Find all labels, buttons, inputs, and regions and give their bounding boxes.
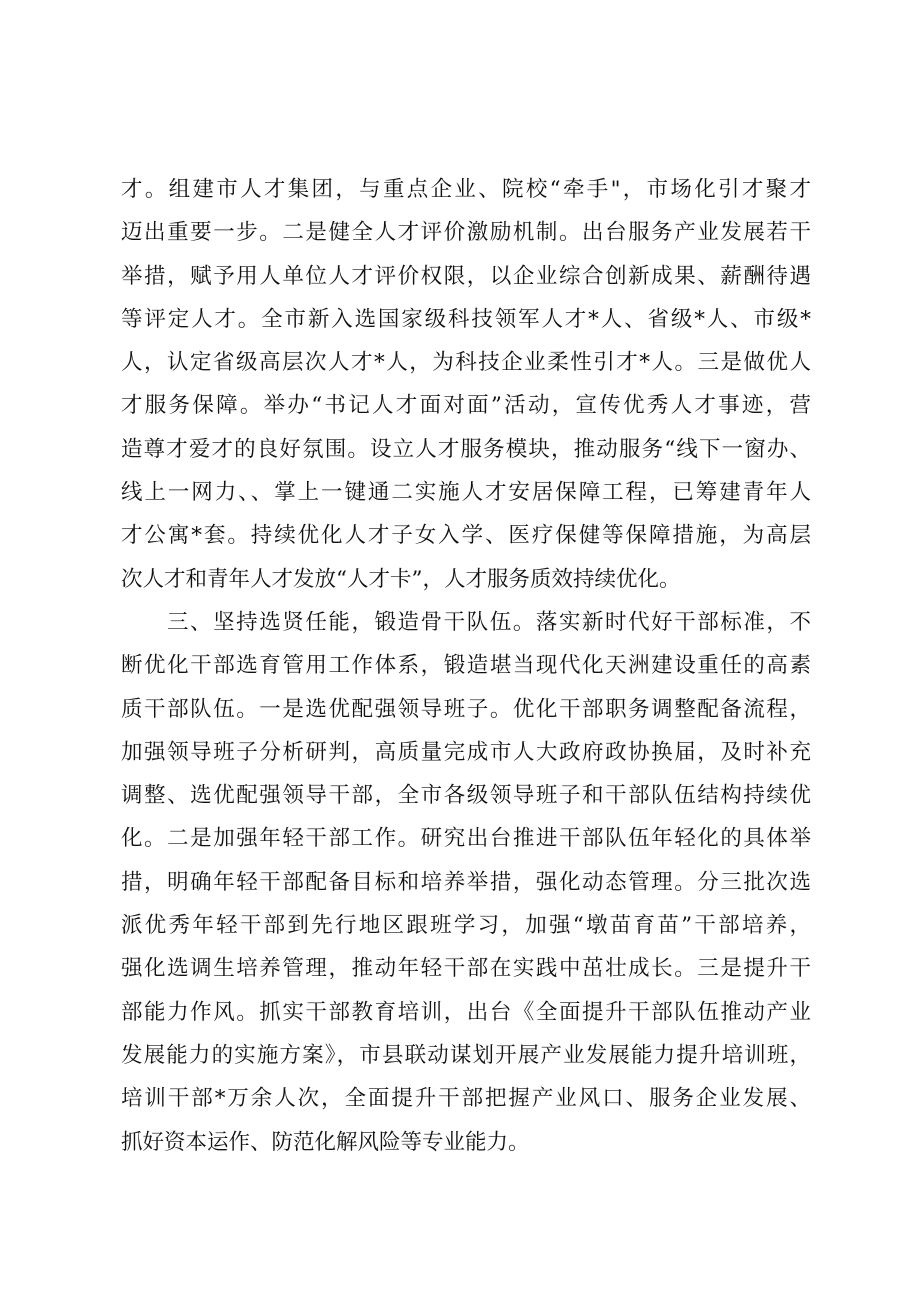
text-line: 加强领导班子分析研判，高质量完成市人大政府政协换届，及时补充 xyxy=(121,739,811,765)
text-line: 线上一网力、、掌上一键通二实施人才安居保障工程，已筹建青年人 xyxy=(121,480,811,506)
text-line: 断优化干部选育管用工作体系，锻造堪当现代化天洲建设重任的高素 xyxy=(121,653,811,679)
text-line: 等评定人才。全市新入选国家级科技领军人才*人、省级*人、市级* xyxy=(121,306,811,332)
text-line: 培训干部*万余人次，全面提升干部把握产业风口、服务企业发展、 xyxy=(121,1086,811,1112)
text-line: 人，认定省级高层次人才*人，为科技企业柔性引才*人。三是做优人 xyxy=(121,350,811,376)
text-line: 迈出重要一步。二是健全人才评价激励机制。出台服务产业发展若干 xyxy=(121,220,811,246)
section-heading-line: 三、坚持选贤任能，锻造骨干队伍。落实新时代好干部标准，不 xyxy=(167,609,811,635)
text-line: 造尊才爱才的良好氛围。设立人才服务模块，推动服务“线下一窗办、 xyxy=(121,436,811,462)
text-line: 部能力作风。抓实干部教育培训，出台《全面提升干部队伍推动产业 xyxy=(121,999,811,1025)
text-line: 质干部队伍。一是选优配强领导班子。优化干部职务调整配备流程， xyxy=(121,696,811,722)
text-line: 举措，赋予用人单位人才评价权限，以企业综合创新成果、薪酬待遇 xyxy=(121,263,811,289)
text-line: 才服务保障。举办“书记人才面对面”活动，宣传优秀人才事迹，营 xyxy=(121,393,811,419)
text-line: 才公寓*套。持续优化人才子女入学、医疗保健等保障措施，为高层 xyxy=(121,523,811,549)
text-line: 才。组建市人才集团，与重点企业、院校“牵手"，市场化引才聚才 xyxy=(121,177,811,202)
body-text xyxy=(121,168,811,1164)
text-line: 派优秀年轻干部到先行地区跟班学习，加强“墩苗育苗”干部培养， xyxy=(121,913,811,939)
text-line: 措，明确年轻干部配备目标和培养举措，强化动态管理。分三批次选 xyxy=(121,869,811,895)
text-line: 化。二是加强年轻干部工作。研究出台推进干部队伍年轻化的具体举 xyxy=(121,826,811,852)
text-line: 抓好资本运作、防范化解风险等专业能力。 xyxy=(121,1129,530,1155)
text-line: 发展能力的实施方案》，市县联动谋划开展产业发展能力提升培训班， xyxy=(121,1042,811,1068)
text-line: 次人才和青年人才发放“人才卡”，人才服务质效持续优化。 xyxy=(121,566,681,592)
text-line: 强化选调生培养管理，推动年轻干部在实践中茁壮成长。三是提升干 xyxy=(121,956,811,982)
text-line: 调整、选优配强领导干部，全市各级领导班子和干部队伍结构持续优 xyxy=(121,783,811,809)
